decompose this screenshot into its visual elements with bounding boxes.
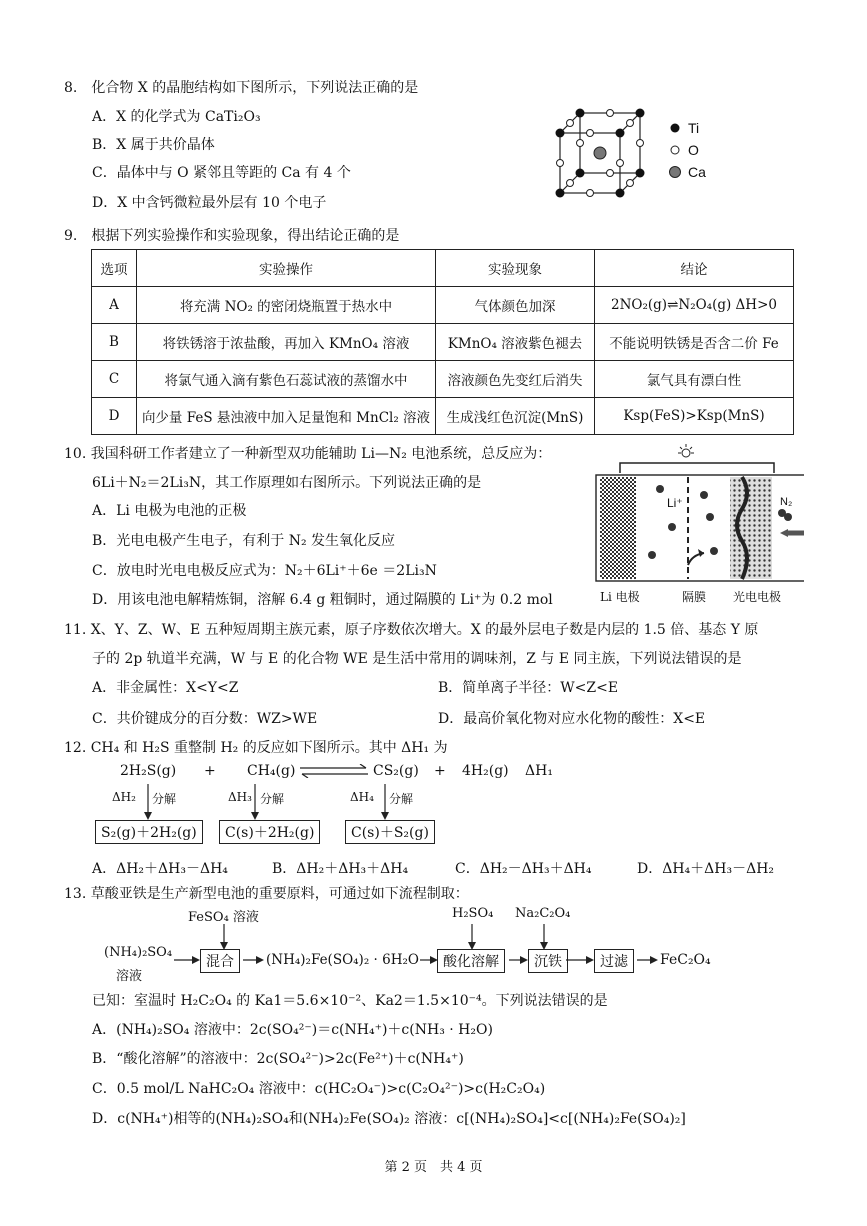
q10-stem-2: 6Li＋N₂＝2Li₃N，其工作原理如右图所示。下列说法正确的是: [92, 475, 482, 491]
q12-option-d: D．ΔH₄＋ΔH₃－ΔH₂: [637, 861, 775, 877]
table-row: [92, 361, 794, 398]
table-cell: KMnO₄ 溶液紫色褪去: [436, 324, 595, 361]
table-cell: 2NO₂(g)⇌N₂O₄(g) ΔH>0: [595, 287, 794, 324]
q13-option-b: B．“酸化溶解”的溶液中：2c(SO₄²⁻)>2c(Fe²⁺)＋c(NH₄⁺): [92, 1051, 464, 1067]
flow-feso4: FeSO₄ 溶液: [188, 910, 259, 925]
reactant-h2s: 2H₂S(g): [120, 763, 177, 779]
q13-known: 已知：室温时 H₂C₂O₄ 的 Ka1＝5.6×10⁻²、Ka2＝1.5×10⁻⁴。下列说法错误的是: [92, 993, 608, 1009]
flow-na2c2o4: Na₂C₂O₄: [515, 906, 571, 921]
legend-o: O: [688, 142, 699, 158]
q12-option-b: B．ΔH₂＋ΔH₃＋ΔH₄: [272, 861, 409, 877]
q12-option-a: A．ΔH₂＋ΔH₃－ΔH₄: [92, 861, 228, 877]
q12-option-c: C．ΔH₂－ΔH₃＋ΔH₄: [455, 861, 592, 877]
plus-sign: +: [434, 763, 446, 779]
membrane-label: 隔膜: [682, 590, 707, 604]
q11-stem-2: 子的 2p 轨道半充满，W 与 E 的化合物 WE 是生活中常用的调味剂，Z 与 E 同主族，下列说法错误的是: [92, 651, 742, 667]
experiment-table: [91, 249, 794, 435]
plus-sign: +: [204, 763, 216, 779]
delta-h1: ΔH₁: [525, 763, 553, 779]
page-footer: 第 2 页 共 4 页: [384, 1160, 483, 1175]
n2-label: N₂: [780, 496, 793, 508]
table-row: [92, 287, 794, 324]
table-cell: B: [92, 324, 137, 361]
table-cell: 气体颜色加深: [436, 287, 595, 324]
flow-start-1: (NH₄)₂SO₄: [104, 945, 173, 960]
decompose-label: 分解: [260, 792, 285, 806]
flow-box-acid: 酸化溶解: [437, 949, 505, 973]
header-option: 选项: [92, 250, 137, 287]
product-box-c-s2: C(s)＋S₂(g): [345, 820, 435, 844]
legend-ca: Ca: [688, 164, 706, 180]
delta-h3: ΔH₃: [228, 790, 252, 804]
q13-option-c: C．0.5 mol/L NaHC₂O₄ 溶液中：c(HC₂O₄⁻)>c(C₂O₄²⁻)>c(H₂C₂O₄): [92, 1081, 546, 1097]
q11-option-c: C．共价键成分的百分数：WZ>WE: [92, 711, 318, 727]
q11-option-b: B．简单离子半径：W<Z<E: [438, 680, 619, 696]
q9-stem: 9. 根据下列实验操作和实验现象，得出结论正确的是: [64, 228, 400, 244]
table-cell: Ksp(FeS)>Ksp(MnS): [595, 398, 794, 435]
q10-option-c: C．放电时光电电极反应式为：N₂＋6Li⁺＋6e ＝2Li₃N: [92, 563, 437, 579]
photo-electrode-label: 光电电极: [733, 590, 782, 604]
table-row: [92, 398, 794, 435]
flow-start-2: 溶液: [116, 969, 143, 984]
q10-option-d: D．用该电池电解精炼铜，溶解 6.4 g 粗铜时，通过隔膜的 Li⁺为 0.2 mol: [92, 592, 553, 608]
table-cell: 生成浅红色沉淀(MnS): [436, 398, 595, 435]
product-cs2: CS₂(g): [373, 763, 419, 779]
flow-box-mix: 混合: [200, 949, 240, 973]
table-header-row: [92, 250, 794, 287]
product-box-c-h2: C(s)＋2H₂(g): [219, 820, 320, 844]
table-row: [92, 324, 794, 361]
q13-option-a: A．(NH₄)₂SO₄ 溶液中：2c(SO₄²⁻)＝c(NH₄⁺)＋c(NH₃ · H₂O): [92, 1022, 493, 1038]
q8-option-b: B．X 属于共价晶体: [92, 137, 215, 153]
flow-box-filter: 过滤: [594, 949, 634, 973]
q8-option-c: C．晶体中与 O 紧邻且等距的 Ca 有 4 个: [92, 165, 351, 181]
q13-stem: 13. 草酸亚铁是生产新型电池的重要原料，可通过如下流程制取：: [64, 886, 469, 902]
table-cell: 向少量 FeS 悬浊液中加入足量饱和 MnCl₂ 溶液: [137, 398, 436, 435]
table-cell: A: [92, 287, 137, 324]
product-box-s2: S₂(g)＋2H₂(g): [95, 820, 203, 844]
q8-option-a: A．X 的化学式为 CaTi₂O₃: [92, 109, 261, 125]
q8-option-d: D．X 中含钙微粒最外层有 10 个电子: [92, 195, 327, 211]
li-electrode-label: Li 电极: [600, 590, 640, 604]
reactant-ch4: CH₄(g): [247, 763, 296, 779]
table-cell: 将铁锈溶于浓盐酸，再加入 KMnO₄ 溶液: [137, 324, 436, 361]
header-conclusion: 结论: [595, 250, 794, 287]
q8-stem: 8. 化合物 X 的晶胞结构如下图所示，下列说法正确的是: [64, 80, 419, 96]
table-cell: 将充满 NO₂ 的密闭烧瓶置于热水中: [137, 287, 436, 324]
table-cell: 溶液颜色先变红后消失: [436, 361, 595, 398]
q10-option-a: A．Li 电极为电池的正极: [92, 503, 247, 519]
product-h2: 4H₂(g): [462, 763, 509, 779]
battery-figure: [592, 443, 804, 583]
flow-product: FeC₂O₄: [660, 952, 711, 968]
decompose-label: 分解: [389, 792, 414, 806]
q10-option-b: B．光电电极产生电子，有利于 N₂ 发生氧化反应: [92, 533, 396, 549]
legend-ti: Ti: [688, 120, 700, 136]
flow-h2so4: H₂SO₄: [452, 906, 494, 921]
header-operation: 实验操作: [137, 250, 436, 287]
flow-intermediate: (NH₄)₂Fe(SO₄)₂ · 6H₂O: [266, 952, 419, 968]
q11-option-a: A．非金属性：X<Y<Z: [92, 680, 239, 696]
decompose-label: 分解: [152, 792, 177, 806]
delta-h2: ΔH₂: [112, 790, 136, 804]
header-phenomenon: 实验现象: [436, 250, 595, 287]
q13-option-d: D．c(NH₄⁺)相等的(NH₄)₂SO₄和(NH₄)₂Fe(SO₄)₂ 溶液：c[(NH₄)₂SO₄]<c[(NH₄)₂Fe(SO₄)₂]: [92, 1111, 686, 1127]
equilibrium-arrow-icon: [298, 764, 370, 778]
table-cell: 氯气具有漂白性: [595, 361, 794, 398]
table-cell: D: [92, 398, 137, 435]
flow-box-precip: 沉铁: [528, 949, 568, 973]
table-cell: C: [92, 361, 137, 398]
li-ion-label: Li⁺: [667, 496, 683, 510]
q11-option-d: D．最高价氧化物对应水化物的酸性：X<E: [438, 711, 706, 727]
q10-stem-1: 10. 我国科研工作者建立了一种新型双功能辅助 Li—N₂ 电池系统，总反应为：: [64, 446, 552, 462]
table-cell: 不能说明铁锈是否含二价 Fe: [595, 324, 794, 361]
q11-stem-1: 11. X、Y、Z、W、E 五种短周期主族元素，原子序数依次增大。X 的最外层电子数是内层的 1.5 倍、基态 Y 原: [64, 622, 759, 638]
delta-h4: ΔH₄: [350, 790, 374, 804]
table-cell: 将氯气通入滴有紫色石蕊试液的蒸馏水中: [137, 361, 436, 398]
q12-stem: 12. CH₄ 和 H₂S 重整制 H₂ 的反应如下图所示。其中 ΔH₁ 为: [64, 740, 448, 756]
